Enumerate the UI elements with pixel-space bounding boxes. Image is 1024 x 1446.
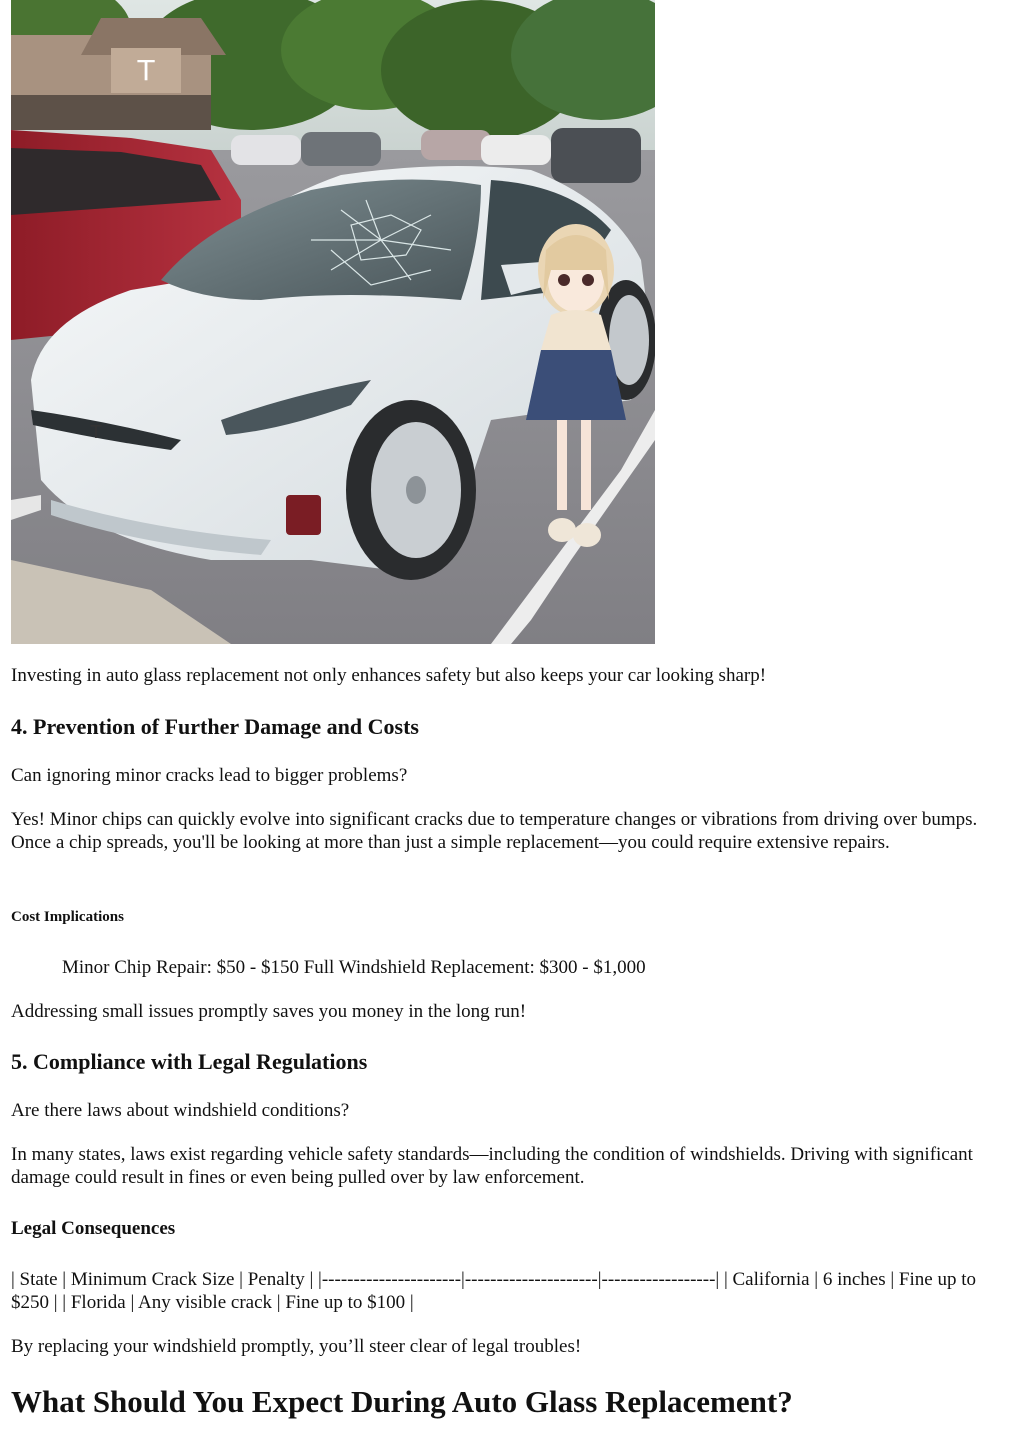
- section-5-question: Are there laws about windshield conditions?: [11, 1100, 350, 1121]
- next-section-heading: What Should You Expect During Auto Glass Replacement?: [11, 1384, 793, 1419]
- cost-list: Minor Chip Repair: $50 - $150 Full Windshield Replacement: $300 - $1,000: [62, 957, 646, 978]
- car-photo-icon: [11, 0, 655, 644]
- legal-table-text: | State | Minimum Crack Size | Penalty | |----------------------|---------------------|------------------| | California | 6 inches | Fine up to $250 | | Florida | Any visible crack | Fine up to $100 |: [11, 1269, 976, 1313]
- intro-paragraph: Investing in auto glass replacement not only enhances safety but also keeps your car looking sharp!: [11, 665, 767, 686]
- section-4-closing: Addressing small issues promptly saves you money in the long run!: [11, 1001, 527, 1022]
- section-5-heading: 5. Compliance with Legal Regulations: [11, 1049, 368, 1074]
- section-4-answer: Yes! Minor chips can quickly evolve into significant cracks due to temperature changes or vibrations from driving over bumps. Once a chip spreads, you'll be looking at more than just a simple replacement—you could require extensive repairs.: [11, 809, 978, 853]
- section-5-answer: In many states, laws exist regarding vehicle safety standards—including the condition of windshields. Driving with significant damage could result in fines or even being pulled over by law enforcement.: [11, 1144, 973, 1188]
- svg-text:T: T: [137, 54, 155, 87]
- cost-implications-heading: Cost Implications: [11, 909, 124, 925]
- section-4-heading: 4. Prevention of Further Damage and Costs: [11, 714, 419, 739]
- legal-consequences-heading: Legal Consequences: [11, 1218, 176, 1239]
- svg-text:T: T: [90, 422, 102, 443]
- hero-image: [11, 0, 655, 644]
- section-5-closing: By replacing your windshield promptly, you’ll steer clear of legal troubles!: [11, 1336, 582, 1357]
- section-4-question: Can ignoring minor cracks lead to bigger problems?: [11, 765, 408, 786]
